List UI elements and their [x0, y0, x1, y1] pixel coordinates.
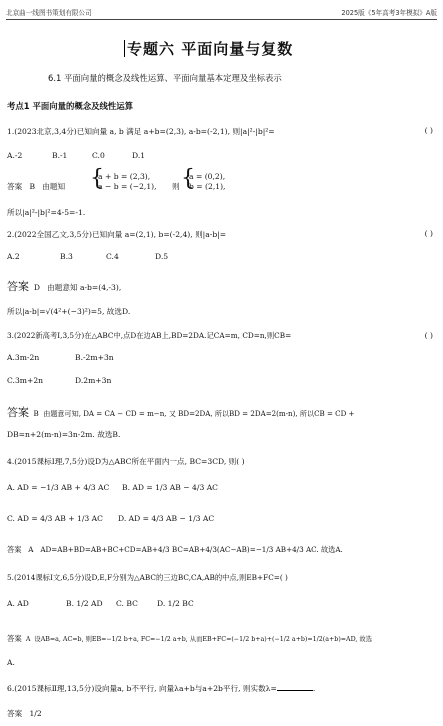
q1-option-b: B.-1 [52, 151, 68, 160]
q3-option-c: C.3m+2n [7, 376, 44, 385]
q2-answer: D [33, 283, 40, 292]
q1-stem: 1.(2023北京,3,4分)已知向量 a, b 满足 a+b=(2,3), a-b=(-2,1), 则|a|²-|b|²= [7, 127, 275, 136]
answer-label: 答案 [7, 280, 29, 293]
q4-option-b: B. AD = 1/3 AB − 4/3 AC [122, 483, 218, 492]
q1-paren: ( ) [424, 126, 433, 135]
q1-answer-text: 由题知 [42, 182, 66, 191]
q3-stem: 3.(2022新高考Ⅰ,3,5分)在△ABC中,点D在边AB上,BD=2DA.记CA=m, CD=n,则CB= [7, 331, 292, 340]
q5-answer-line2: A. [7, 658, 15, 667]
q3-answer-row [7, 404, 355, 420]
q2-option-c: C.4 [106, 252, 119, 261]
q6-stem-row: 6.(2015课标Ⅱ理,13,5分)设向量a, b不平行, 向量λa+b与a+2b平行, 则实数λ= . [7, 684, 316, 693]
point-title: 考点1 平面向量的概念及线性运算 [7, 101, 133, 111]
answer-label: 答案 [7, 709, 23, 718]
q3-option-b: B.-2m+3n [75, 353, 114, 362]
q1-system-2: a = (0,2), b = (2,1), [189, 172, 226, 191]
answer-label: 答案 [7, 182, 23, 191]
q1-answer: B [29, 182, 36, 191]
q5-answer-line1: 设AB=a, AC=b, 则EB=−1/2 b+a, FC=−1/2 a+b, 从而EB+FC=(−1/2 b+a)+(−1/2 a+b)=1/2(a+b)=AD, 故选 [34, 636, 373, 643]
q6-stem: 6.(2015课标Ⅱ理,13,5分)设向量a, b不平行, 向量λa+b与a+2b平行, 则实数λ= [7, 684, 277, 693]
q1-answer-row [7, 181, 65, 192]
q2-option-d: D.5 [155, 252, 169, 261]
q3-option-a: A.3m-2n [7, 353, 40, 362]
q4-answer: A [28, 545, 34, 554]
section-subtitle: 6.1 平面向量的概念及线性运算、平面向量基本定理及坐标表示 [48, 73, 282, 83]
q5-answer-row [7, 633, 372, 644]
q3-paren: ( ) [424, 331, 433, 340]
q5-stem: 5.(2014课标Ⅰ文,6,5分)设D,E,F分别为△ABC的三边BC,CA,AB的中点,则EB+FC=( ) [7, 573, 288, 582]
q5-option-b: B. 1/2 AD [66, 599, 103, 608]
q5-answer: A [25, 636, 31, 643]
q4-answer-row [7, 545, 343, 555]
q4-option-d: D. AD = 4/3 AB − 1/3 AC [118, 514, 215, 523]
answer-label: 答案 [7, 545, 22, 554]
q4-option-a: A. AD = −1/3 AB + 4/3 AC [7, 483, 110, 492]
q3-option-d: D.2m+3n [75, 376, 112, 385]
q4-option-c: C. AD = 4/3 AB + 1/3 AC [7, 514, 103, 523]
q2-paren: ( ) [424, 229, 433, 238]
q1-conclusion: 所以|a|²-|b|²=4-5=-1. [7, 208, 86, 217]
q2-option-b: B.3 [60, 252, 73, 261]
q1-brace-1: { [90, 166, 104, 191]
q1-option-d: D.1 [132, 151, 146, 160]
q5-option-d: D. 1/2 BC [157, 599, 194, 608]
q2-answer-row [7, 278, 121, 294]
q6-answer-blank [277, 690, 313, 691]
q2-option-a: A.2 [7, 252, 20, 261]
q1-then: 则 [172, 182, 180, 191]
q2-conclusion: 所以|a-b|=√(4²+(−3)²)=5, 故选D. [7, 307, 131, 316]
q1-brace-2: { [181, 166, 195, 191]
q5-option-c: C. BC [116, 599, 138, 608]
q4-stem: 4.(2015课标Ⅰ理,7,5分)设D为△ABC所在平面内一点, BC=3CD, 则( ) [7, 457, 245, 466]
answer-label: 答案 [7, 406, 29, 419]
q3-answer-line1: 由题意可知, DA = CA − CD = m−n, 又 BD=2DA, 所以BD = 2DA=2(m-n), 所以CB = CD + [43, 409, 355, 418]
q1-option-c: C.0 [92, 151, 105, 160]
q2-answer-text: 由题意知 a-b=(4,-3), [47, 283, 122, 292]
chapter-title: 专题六 平面向量与复数 [124, 38, 293, 59]
q1-system-1: a + b = (2,3), a − b = (−2,1), [98, 172, 157, 191]
page-header [6, 5, 437, 20]
answer-label: 答案 [7, 634, 22, 643]
q5-option-a: A. AD [7, 599, 29, 608]
q3-answer-line2: DB=n+2(m-n)=3n-2m. 故选B. [7, 430, 121, 439]
q6-answer: 1/2 [29, 709, 42, 718]
q4-answer-text: AD=AB+BD=AB+BC+CD=AB+4/3 BC=AB+4/3(AC−AB)=−1/3 AB+4/3 AC. 故选A. [40, 545, 343, 554]
q3-answer: B [33, 409, 39, 418]
title-bar [124, 40, 125, 57]
header-publisher: 北京曲一线图书策划有限公司 [6, 9, 92, 17]
q6-answer-row [7, 708, 42, 719]
q2-stem: 2.(2022全国乙文,3,5分)已知向量 a=(2,1), b=(-2,4), 则|a-b|= [7, 230, 227, 239]
header-book-edition: 2025版《5年高考3年模拟》A版 [341, 9, 437, 17]
q1-option-a: A.-2 [7, 151, 23, 160]
